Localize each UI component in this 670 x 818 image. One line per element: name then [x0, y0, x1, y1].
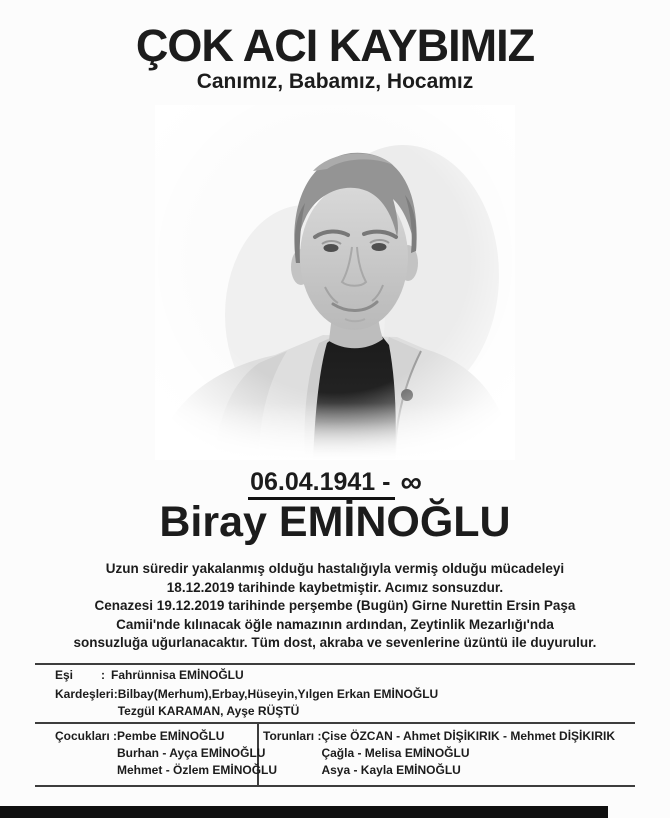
bottom-black-bar	[0, 806, 608, 818]
grandchildren-row	[263, 728, 615, 779]
divider-bottom	[35, 785, 635, 787]
text-line: Uzun süredir yakalanmış olduğu hastalığıyla vermiş olduğu mücadeleyi	[105, 561, 565, 576]
siblings-row	[55, 686, 438, 720]
children-label: Çocukları :	[55, 729, 118, 743]
divider-middle	[35, 722, 635, 724]
portrait-photo	[155, 105, 515, 460]
life-dates	[0, 466, 670, 500]
spouse-separator: :	[101, 668, 105, 682]
page-subtitle: Canımız, Babamız, Hocamız	[196, 70, 474, 93]
text-line: Çağla - Melisa EMİNOĞLU	[321, 746, 470, 760]
grandchildren-values	[321, 728, 615, 779]
text-line: Çise ÖZCAN - Ahmet DİŞİKIRIK - Mehmet DİŞİKIRIK	[321, 729, 616, 743]
text-line: 18.12.2019 tarihinde kaybetmiştir. Acımız sonsuzdur.	[166, 579, 504, 595]
text-line: Tezgül KARAMAN, Ayşe RÜŞTÜ	[117, 704, 300, 718]
infinity-symbol: ∞	[400, 466, 422, 499]
text-line: Mehmet - Özlem EMİNOĞLU	[117, 763, 278, 777]
divider-top	[35, 663, 635, 665]
date-dash: -	[382, 468, 391, 496]
siblings-label: Kardeşleri:	[55, 687, 118, 701]
spouse-label: Eşi	[55, 668, 74, 682]
page-title: ÇOK ACI KAYBIMIZ	[135, 20, 535, 71]
portrait-illustration	[155, 105, 515, 460]
spouse-value: Fahrünnisa EMİNOĞLU	[111, 668, 244, 682]
children-row	[55, 728, 277, 779]
children-values	[117, 728, 277, 779]
text-line: sonsuzluğa uğurlanacaktır. Tüm dost, akraba ve sevenlerine üzüntü ile duyurulur.	[73, 635, 597, 650]
text-line: Cenazesi 19.12.2019 tarihinde perşembe (Bugün) Girne Nurettin Ersin Paşa	[94, 598, 576, 613]
text-line: Burhan - Ayça EMİNOĞLU	[117, 746, 266, 760]
text-line: Pembe EMİNOĞLU	[117, 729, 225, 743]
birth-date: 06.04.1941 -	[248, 468, 394, 500]
text-line: Camii'nde kılınacak öğle namazının ardından, Zeytinlik Mezarlığı'nda	[116, 616, 554, 632]
deceased-name: Biray EMİNOĞLU	[159, 498, 511, 546]
siblings-values	[118, 686, 439, 720]
announcement-text	[35, 560, 635, 653]
text-line: Bilbay(Merhum),Erbay,Hüseyin,Yılgen Erkan EMİNOĞLU	[117, 687, 439, 701]
grandchildren-label: Torunları :	[263, 729, 322, 743]
spouse-row	[55, 667, 244, 684]
text-line: Asya - Kayla EMİNOĞLU	[321, 763, 461, 777]
